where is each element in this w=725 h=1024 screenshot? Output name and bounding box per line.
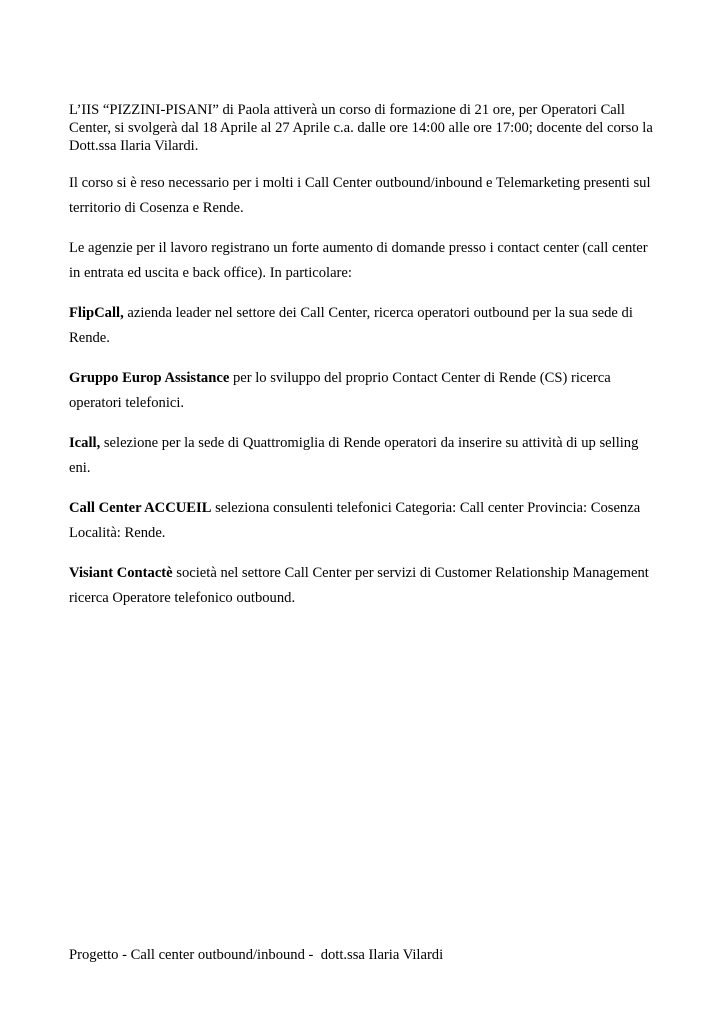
company-description: per lo sviluppo del proprio Contact Center di Rende (CS) ricerca operatori telefonici. <box>69 370 611 411</box>
page-footer: Progetto - Call center outbound/inbound - dott.ssa Ilaria Vilardi <box>69 947 444 963</box>
company-name: FlipCall, <box>69 305 124 321</box>
company-paragraph-visiant <box>69 561 661 611</box>
company-paragraph-europ-assistance <box>69 366 661 416</box>
document-body <box>69 101 661 611</box>
company-description: selezione per la sede di Quattromiglia di Rende operatori da inserire su attività di up selling eni. <box>69 435 639 476</box>
company-description: seleziona consulenti telefonici Categoria: Call center Provincia: Cosenza Località: Rende. <box>69 500 641 541</box>
company-name: Icall, <box>69 435 101 451</box>
company-paragraph-icall <box>69 431 661 481</box>
company-description: azienda leader nel settore dei Call Center, ricerca operatori outbound per la sua sede di Rende. <box>69 305 633 346</box>
reason-paragraph: Il corso si è reso necessario per i molti i Call Center outbound/inbound e Telemarketing presenti sul territorio di Cosenza e Rende. <box>69 175 651 216</box>
company-name: Gruppo Europ Assistance <box>69 370 230 386</box>
company-name: Call Center ACCUEIL <box>69 500 212 516</box>
company-paragraph-accueil <box>69 496 661 546</box>
company-name: Visiant Contactè <box>69 565 173 581</box>
company-paragraph-flipcall <box>69 301 661 351</box>
intro-paragraph: L’IIS “PIZZINI-PISANI” di Paola attiverà un corso di formazione di 21 ore, per Operatori Call Center, si svolgerà dal 18 Aprile al 27 Aprile c.a. dalle ore 14:00 alle ore 17:00; docente del corso la Dott.ssa Ilaria Vilardi. <box>69 102 653 154</box>
company-description: società nel settore Call Center per servizi di Customer Relationship Management ricerca Operatore telefonico outbound. <box>69 565 649 606</box>
agencies-paragraph: Le agenzie per il lavoro registrano un forte aumento di domande presso i contact center (call center in entrata ed uscita e back office). In particolare: <box>69 240 648 281</box>
